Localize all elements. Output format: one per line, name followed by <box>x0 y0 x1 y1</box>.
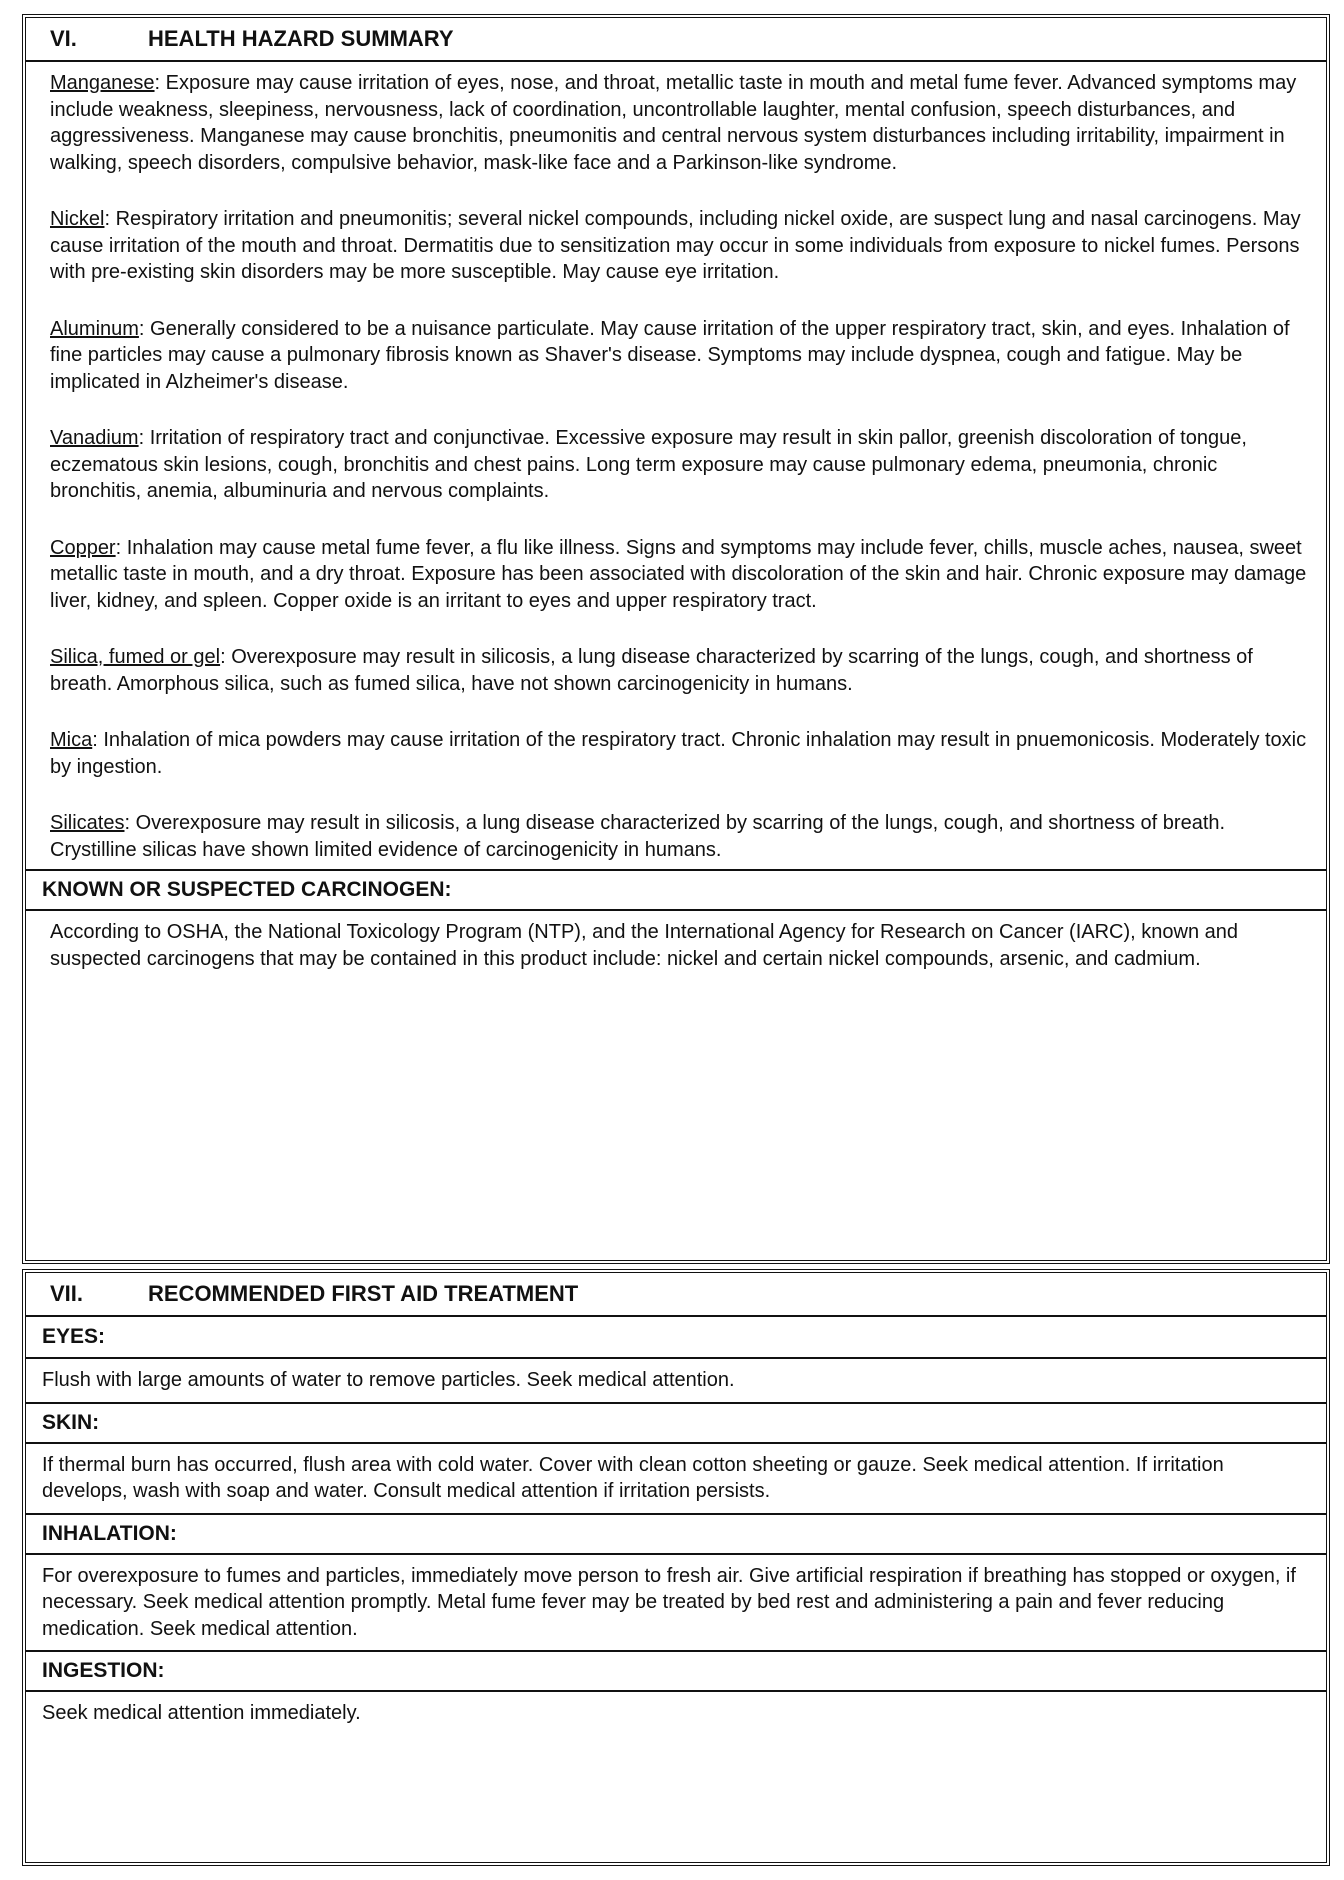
hazard-entry-aluminum <box>50 316 1308 396</box>
hazard-name: Manganese <box>50 72 155 94</box>
hazard-name: Vanadium <box>50 427 139 449</box>
hazard-text: : Overexposure may result in silicosis, a lung disease characterized by scarring of the lungs, cough, and shortness of breath. Amorphous silica, such as fumed silica, have not shown carcinogenicity in humans. <box>50 646 1253 695</box>
hazard-text: : Irritation of respiratory tract and conjunctivae. Excessive exposure may result in skin pallor, greenish discoloration of tongue, eczematous skin lesions, cough, bronchitis and chest pains. Long term exposure may cause pulmonary edema, pneumonia, chronic bronchitis, anemia, albuminuria and nervous complaints. <box>50 427 1247 502</box>
section-first-aid <box>22 1269 1330 1866</box>
eyes-heading: EYES: <box>26 1317 1326 1359</box>
hazard-name: Mica <box>50 729 93 751</box>
section-header <box>26 1273 1326 1317</box>
eyes-text: Flush with large amounts of water to remove particles. Seek medical attention. <box>42 1369 735 1391</box>
hazard-text: : Overexposure may result in silicosis, a lung disease characterized by scarring of the lungs, cough, and shortness of breath. Crystilline silicas have shown limited evidence of carcinogenicity in humans. <box>50 812 1226 861</box>
hazard-entry-copper <box>50 535 1308 615</box>
document-page <box>22 14 1330 1866</box>
carcinogen-text: According to OSHA, the National Toxicology Program (NTP), and the International Agency for Research on Cancer (IARC), known and suspected carcinogens that may be contained in this product include: nickel and certain nickel compounds, arsenic, and cadmium. <box>50 921 1238 970</box>
hazard-entry-mica <box>50 727 1308 780</box>
skin-text: If thermal burn has occurred, flush area with cold water. Cover with clean cotton sheeting or gauze. Seek medical attention. If irritation develops, wash with soap and water. Consult medical attention if irritation persists. <box>42 1453 1224 1502</box>
hazard-name: Silica, fumed or gel <box>50 646 221 668</box>
hazard-entry-vanadium <box>50 425 1308 505</box>
hazard-text: : Inhalation of mica powders may cause irritation of the respiratory tract. Chronic inhalation may result in pnuemonicosis. Moderately toxic by ingestion. <box>50 729 1307 778</box>
hazard-text: : Inhalation may cause metal fume fever, a flu like illness. Signs and symptoms may include fever, chills, muscle aches, nausea, sweet metallic taste in mouth, and a dry throat. Exposure has been associated with discoloration of the skin and hair. Chronic exposure may damage liver, kidney, and spleen. Copper oxide is an irritant to eyes and upper respiratory tract. <box>50 536 1307 612</box>
ingestion-text: Seek medical attention immediately. <box>42 1702 361 1724</box>
hazard-entry-silicates <box>50 810 1308 863</box>
hazard-text: : Exposure may cause irritation of eyes, nose, and throat, metallic taste in mouth and metal fume fever. Advanced symptoms may include weakness, sleepiness, nervousness, lack of coordination, uncontrollable laughter, mental confusion, speech disturbances, and aggressiveness. Manganese may cause bronchitis, pneumonitis and central nervous system disturbances including irritability, impairment in walking, speech disorders, compulsive behavior, mask-like face and a Parkinson-like syndrome. <box>50 72 1297 174</box>
hazard-entry-silica <box>50 644 1308 697</box>
section-health-hazard <box>22 14 1330 1264</box>
hazard-name: Silicates <box>50 812 125 834</box>
inhalation-text: For overexposure to fumes and particles, immediately move person to fresh air. Give artificial respiration if breathing has stopped or oxygen, if necessary. Seek medical attention promptly. Metal fume fever may be treated by bed rest and administering a pain and fever reducing medication. Seek medical attention. <box>42 1564 1296 1640</box>
hazard-name: Copper <box>50 536 116 559</box>
hazard-entries <box>26 62 1326 863</box>
hazard-entry-nickel <box>50 206 1308 286</box>
hazard-text: : Respiratory irritation and pneumonitis; several nickel compounds, including nickel oxide, are suspect lung and nasal carcinogens. May cause irritation of the mouth and throat. Dermatitis due to sensitization may occur in some individuals from exposure to nickel fumes. Persons with pre-existing skin disorders may be more susceptible. May cause eye irritation. <box>50 208 1301 283</box>
section-number: VI. <box>50 26 77 51</box>
section-number: VII. <box>50 1281 84 1306</box>
hazard-text: : Generally considered to be a nuisance particulate. May cause irritation of the upper respiratory tract, skin, and eyes. Inhalation of fine particles may cause a pulmonary fibrosis known as Shaver's disease. Symptoms may include dyspnea, cough and fatigue. May be implicated in Alzheimer's disease. <box>50 317 1290 393</box>
section-title: HEALTH HAZARD SUMMARY <box>148 26 454 51</box>
hazard-name: Aluminum <box>50 317 139 340</box>
hazard-name: Nickel <box>50 208 105 230</box>
inhalation-heading: INHALATION: <box>26 1513 1326 1555</box>
carcinogen-heading: KNOWN OR SUSPECTED CARCINOGEN: <box>26 869 1326 911</box>
section-title: RECOMMENDED FIRST AID TREATMENT <box>148 1281 579 1306</box>
section-header <box>26 18 1326 62</box>
skin-heading: SKIN: <box>26 1402 1326 1444</box>
ingestion-heading: INGESTION: <box>26 1650 1326 1692</box>
hazard-entry-manganese <box>50 70 1308 176</box>
